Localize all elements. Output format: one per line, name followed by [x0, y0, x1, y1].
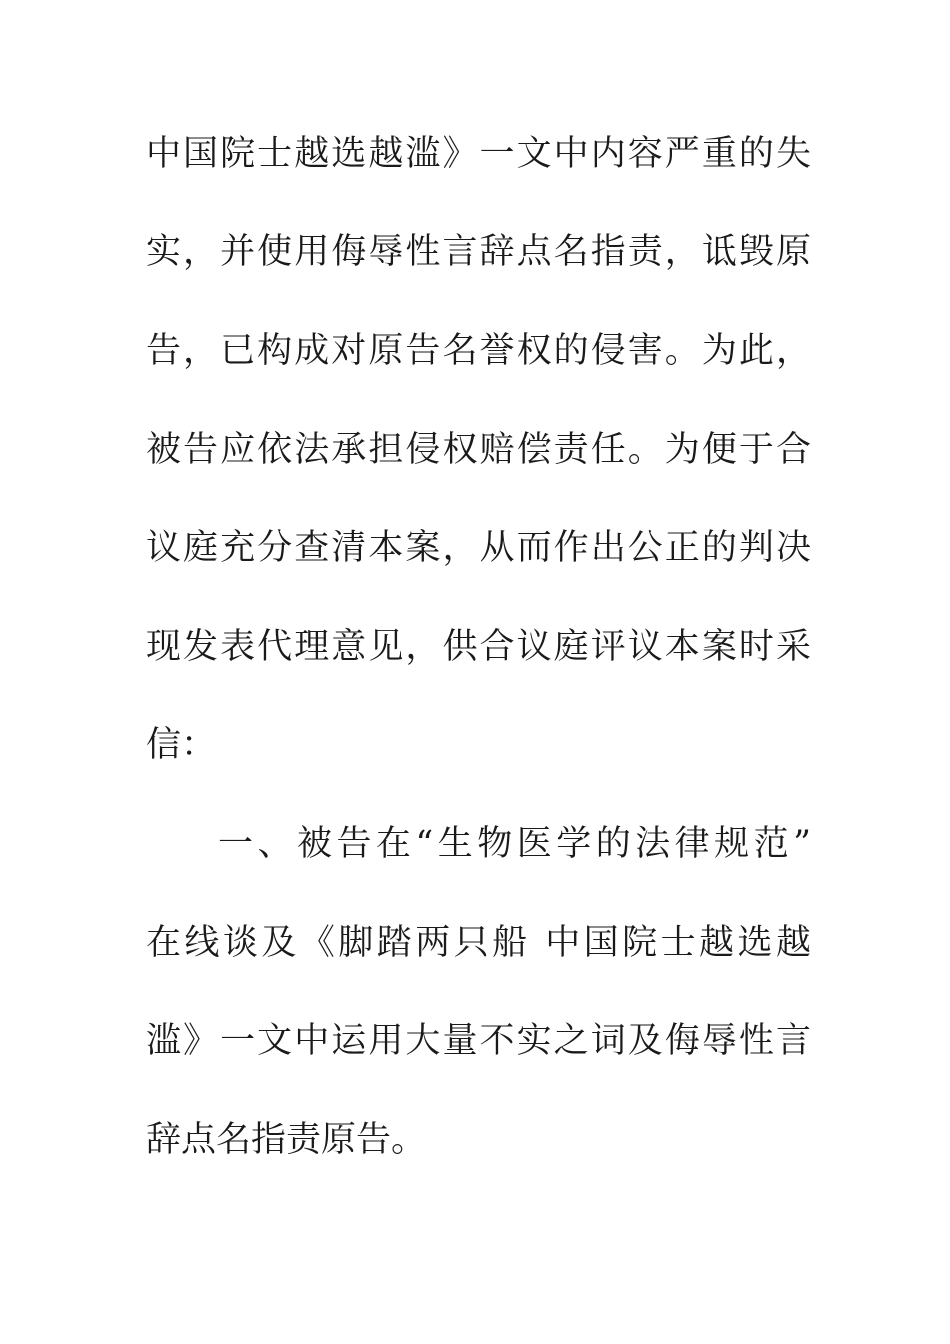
paragraph-line: 现发表代理意见，供合议庭评议本案时采 — [146, 627, 811, 667]
paragraph-line: 告，已构成对原告名誉权的侵害。为此， — [146, 331, 811, 371]
paragraph-line: 实，并使用侮辱性言辞点名指责，诋毁原 — [146, 232, 811, 272]
paragraph-line: 在线谈及《脚踏两只船 中国院士越选越 — [146, 923, 811, 963]
paragraph-line: 议庭充分查清本案，从而作出公正的判决 — [146, 528, 811, 568]
paragraph-line: 滥》一文中运用大量不实之词及侮辱性言 — [146, 1021, 811, 1061]
paragraph-line: 一、被告在“生物医学的法律规范” — [218, 824, 811, 864]
paragraph-line: 中国院士越选越滥》一文中内容严重的失 — [146, 134, 811, 174]
paragraph-line: 辞点名指责原告。 — [146, 1120, 427, 1160]
paragraph-line: 被告应依法承担侵权赔偿责任。为便于合 — [146, 430, 811, 470]
paragraph-line: 信： — [146, 725, 217, 765]
